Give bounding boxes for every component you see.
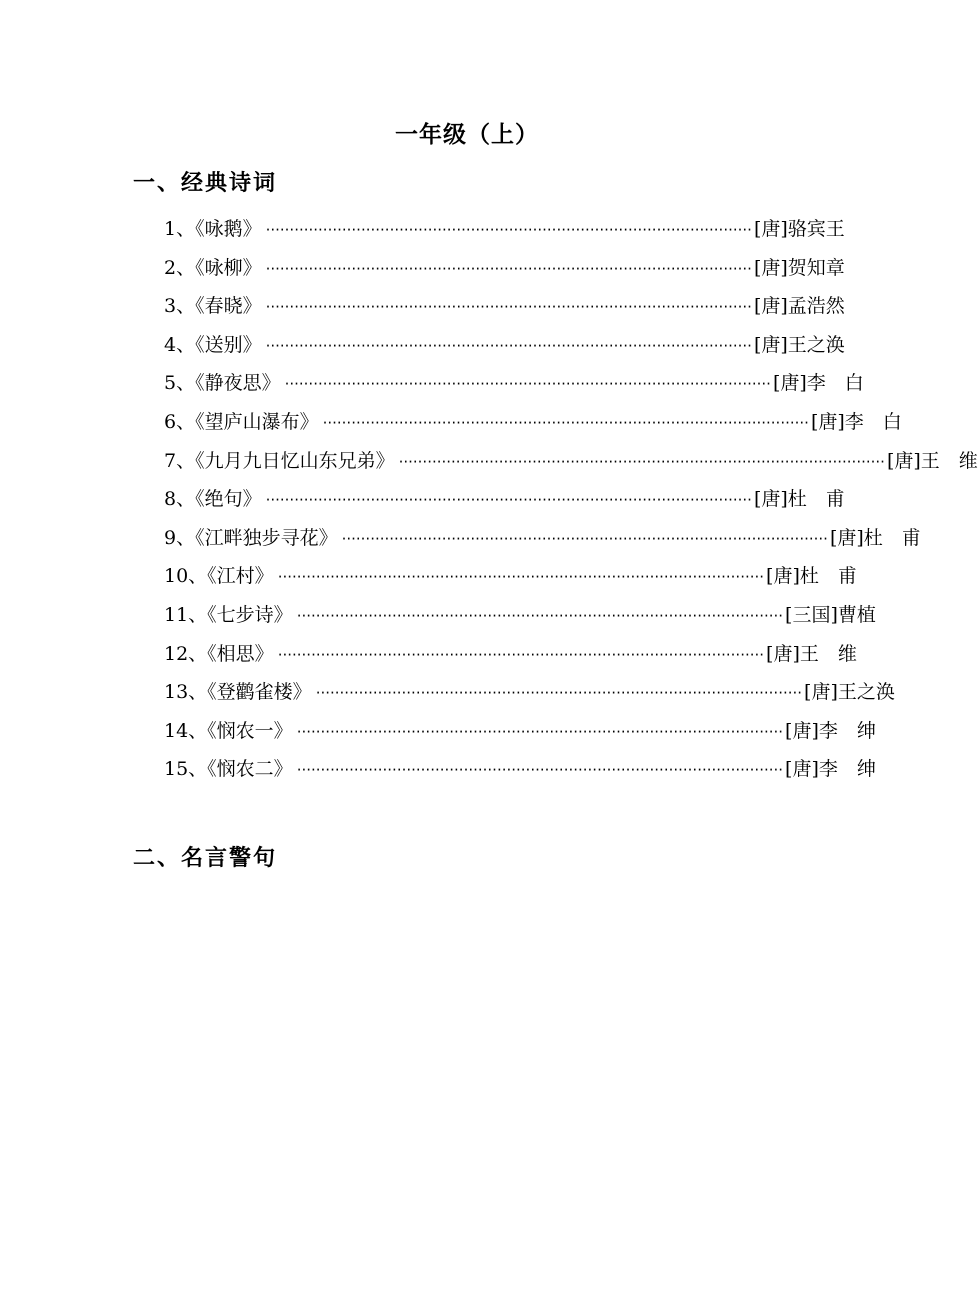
poem-entry (164, 712, 876, 751)
dot-leader: ······································································································ (277, 568, 765, 587)
dot-leader: ······································································································ (315, 684, 803, 703)
poem-title: 3、《春晓》 (164, 295, 262, 318)
dot-leader: ······································································································ (296, 722, 784, 741)
section-heading-famous-quotes: 二、名言警句 (133, 846, 278, 871)
dot-leader: ······································································································ (277, 645, 765, 664)
poem-title: 8、《绝句》 (164, 488, 262, 511)
poem-author: [唐]杜 甫 (829, 526, 921, 549)
poem-author: [唐]王 维 (766, 642, 857, 665)
poem-entry (164, 442, 978, 481)
dot-leader: ······································································································ (265, 221, 752, 239)
poem-title: 13、《登鹳雀楼》 (164, 681, 312, 704)
poem-entry (164, 326, 845, 365)
poem-title: 15、《悯农二》 (164, 758, 293, 781)
poem-entry (164, 557, 857, 596)
poem-author: [唐]杜 甫 (753, 488, 845, 511)
poem-title: 12、《相思》 (164, 642, 274, 665)
poem-author: [唐]李 绅 (785, 758, 876, 781)
dot-leader: ······································································································ (265, 491, 752, 510)
poem-title: 6、《望庐山瀑布》 (164, 410, 319, 433)
poem-entry (164, 480, 845, 519)
page-title: 一年级（上） (395, 122, 539, 148)
poem-entry (164, 364, 864, 403)
poem-author: [唐]孟浩然 (753, 295, 845, 318)
dot-leader: ······································································································ (322, 413, 809, 432)
poem-author: [唐]王之涣 (753, 333, 845, 356)
dot-leader: ······································································································ (265, 298, 752, 317)
poem-title: 1、《咏鹅》 (164, 218, 262, 240)
dot-leader: ······································································································ (341, 529, 828, 548)
poem-author: [唐]骆宾王 (753, 218, 845, 240)
poem-title: 7、《九月九日忆山东兄弟》 (164, 449, 395, 472)
poem-author: [唐]李 绅 (785, 719, 876, 742)
poem-list (164, 210, 978, 789)
poem-title: 4、《送别》 (164, 333, 262, 356)
poem-entry (164, 287, 845, 326)
poem-entry (164, 519, 921, 558)
dot-leader: ······································································································ (284, 375, 771, 394)
poem-entry (164, 750, 876, 789)
poem-title: 11、《七步诗》 (164, 603, 293, 626)
poem-entry (164, 403, 902, 442)
poem-entry (164, 673, 895, 712)
poem-author: [唐]贺知章 (753, 256, 845, 279)
section-heading-classic-poems: 一、经典诗词 (133, 171, 278, 196)
poem-title: 9、《江畔独步寻花》 (164, 526, 338, 549)
poem-author: [唐]李 白 (810, 410, 902, 433)
poem-entry (164, 635, 857, 674)
dot-leader: ······································································································ (265, 259, 752, 278)
poem-entry (164, 210, 845, 249)
poem-author: [唐]王 维 (886, 449, 978, 472)
poem-title: 14、《悯农一》 (164, 719, 293, 742)
dot-leader: ······································································································ (296, 761, 784, 780)
poem-entry (164, 596, 876, 635)
dot-leader: ······································································································ (296, 606, 784, 625)
poem-title: 2、《咏柳》 (164, 256, 262, 279)
poem-author: [唐]杜 甫 (766, 565, 857, 588)
poem-author: [唐]李 白 (772, 372, 864, 395)
poem-author: [唐]王之涣 (804, 681, 895, 704)
poem-title: 10、《江村》 (164, 565, 274, 588)
poem-entry (164, 249, 845, 288)
poem-author: [三国]曹植 (785, 603, 876, 626)
dot-leader: ······································································································ (265, 336, 752, 355)
poem-title: 5、《静夜思》 (164, 372, 281, 395)
dot-leader: ······································································································ (398, 452, 885, 471)
